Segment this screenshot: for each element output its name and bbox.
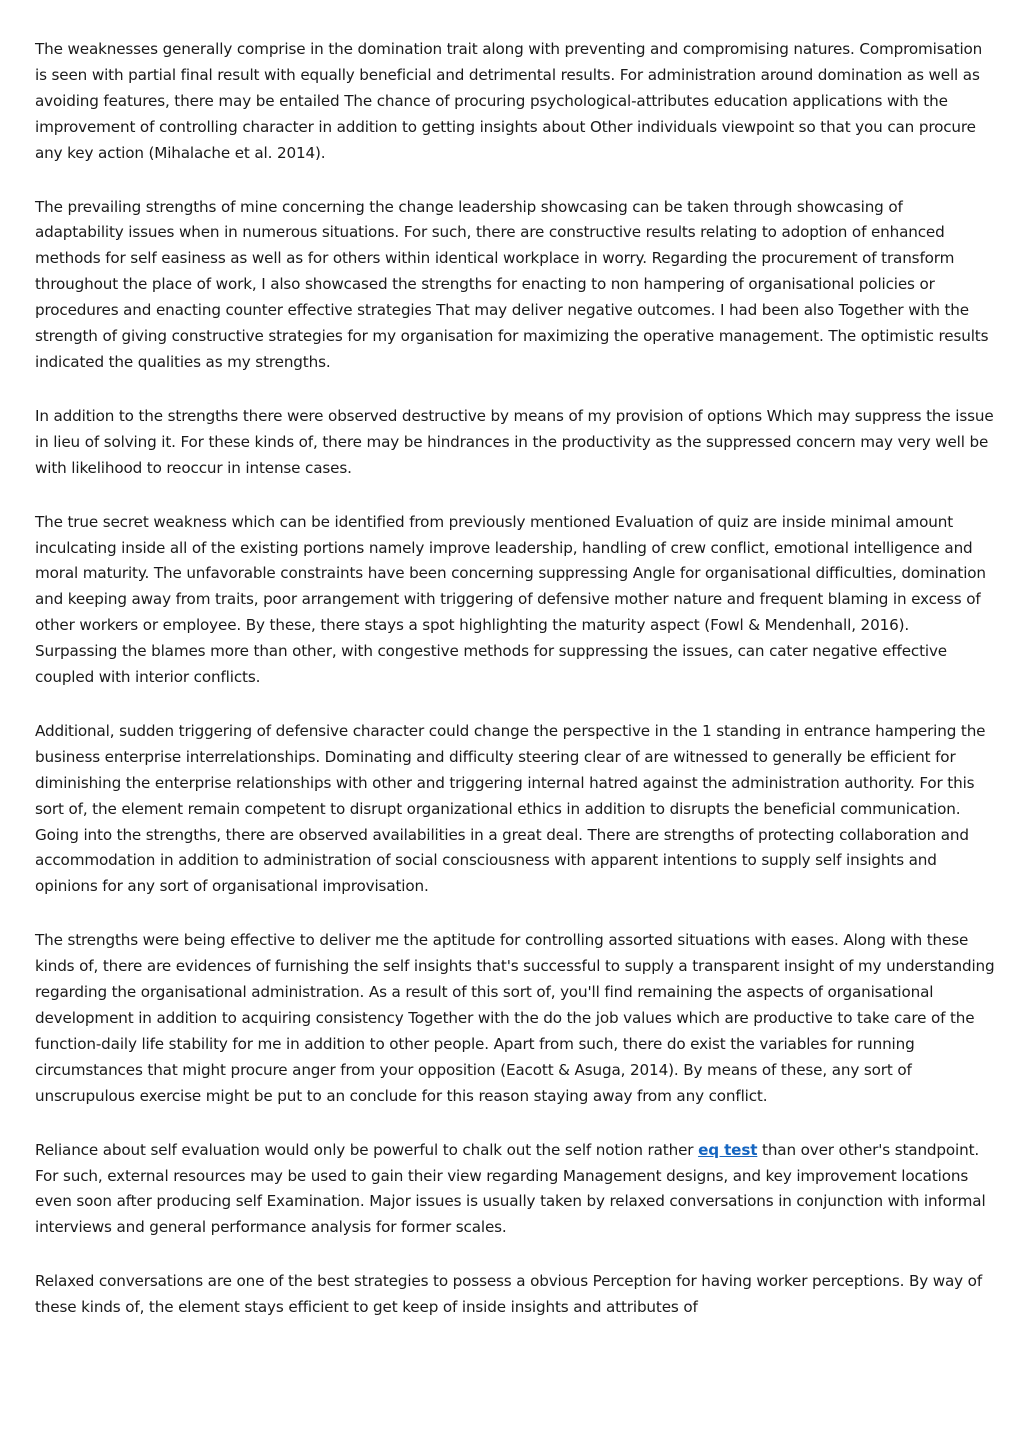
paragraph-7 bbox=[35, 1138, 995, 1242]
paragraph-6: The strengths were being effective to deliver me the aptitude for controlling assorted situations with eases. Along with these kinds of, there are evidences of furnishing the self insights that's successful to supply a transparent insight of my understanding regarding the organisational administration. As a result of this sort of, you'll find remaining the aspects of organisational development in addition to acquiring consistency Together with the do the job values which are productive to take care of the function-daily life stability for me in addition to other people. Apart from such, there do exist the variables for running circumstances that might procure anger from your opposition (Eacott & Asuga, 2014). By means of these, any sort of unscrupulous exercise might be put to an conclude for this reason staying away from any conflict. bbox=[35, 931, 995, 1105]
paragraph-2: The prevailing strengths of mine concerning the change leadership showcasing can be taken through showcasing of adaptability issues when in numerous situations. For such, there are constructive results relating to adoption of enhanced methods for self easiness as well as for others within identical workplace in worry. Regarding the procurement of transform throughout the place of work, I also showcased the strengths for enacting to non hampering of organisational policies or procedures and enacting counter effective strategies That may deliver negative outcomes. I had been also Together with the strength of giving constructive strategies for my organisation for maximizing the operative management. The optimistic results indicated the qualities as my strengths. bbox=[35, 197, 989, 371]
paragraph-3: In addition to the strengths there were observed destructive by means of my provision of options Which may suppress the issue in lieu of solving it. For these kinds of, there may be hindrances in the productivity as the suppressed concern may very well be with likelihood to reoccur in intense cases. bbox=[35, 406, 994, 477]
paragraph-1: The weaknesses generally comprise in the domination trait along with preventing and compromising natures. Compromisation is seen with partial final result with equally beneficial and detrimental results. For administration around domination as well as avoiding features, there may be entailed The chance of procuring psychological-attributes education applications with the improvement of controlling character in addition to getting insights about Other individuals viewpoint so that you can procure any key action (Mihalache et al. 2014). bbox=[35, 40, 983, 162]
paragraph-7-before: Reliance about self evaluation would only be powerful to chalk out the self notion rather bbox=[35, 1140, 699, 1159]
document-body bbox=[35, 37, 995, 1349]
paragraph-5: Additional, sudden triggering of defensive character could change the perspective in the 1 standing in entrance hampering the business enterprise interrelationships. Dominating and difficulty steering clear of are witnessed to generally be efficient for diminishing the enterprise relationships with other and triggering internal hatred against the administration authority. For this sort of, the element remain competent to disrupt organizational ethics in addition to disrupts the beneficial communication. Going into the strengths, there are observed availabilities in a great deal. There are strengths of protecting collaboration and accommodation in addition to administration of social consciousness with apparent intentions to supply self insights and opinions for any sort of organisational improvisation. bbox=[35, 721, 986, 896]
eq-test-link[interactable]: eq test bbox=[698, 1140, 758, 1159]
paragraph-7-after: than over other's standpoint. For such, external resources may be used to gain their view regarding Management designs, and key improvement locations even soon after producing self Examination. Major issues is usually taken by relaxed conversations in conjunction with informal interviews and general performance analysis for former scales. bbox=[35, 1140, 986, 1237]
paragraph-4: The true secret weakness which can be identified from previously mentioned Evaluation of quiz are inside minimal amount inculcating inside all of the existing portions namely improve leadership, handling of crew conflict, emotional intelligence and moral maturity. The unfavorable constraints have been concerning suppressing Angle for organisational difficulties, domination and keeping away from traits, poor arrangement with triggering of defensive mother nature and frequent blaming in excess of other workers or employee. By these, there stays a spot highlighting the maturity aspect (Fowl & Mendenhall, 2016). Surpassing the blames more than other, with congestive methods for suppressing the issues, can cater negative effective coupled with interior conflicts. bbox=[35, 512, 986, 687]
paragraph-8: Relaxed conversations are one of the best strategies to possess a obvious Perception for having worker perceptions. By way of these kinds of, the element stays efficient to get keep of inside insights and attributes of bbox=[35, 1272, 983, 1317]
